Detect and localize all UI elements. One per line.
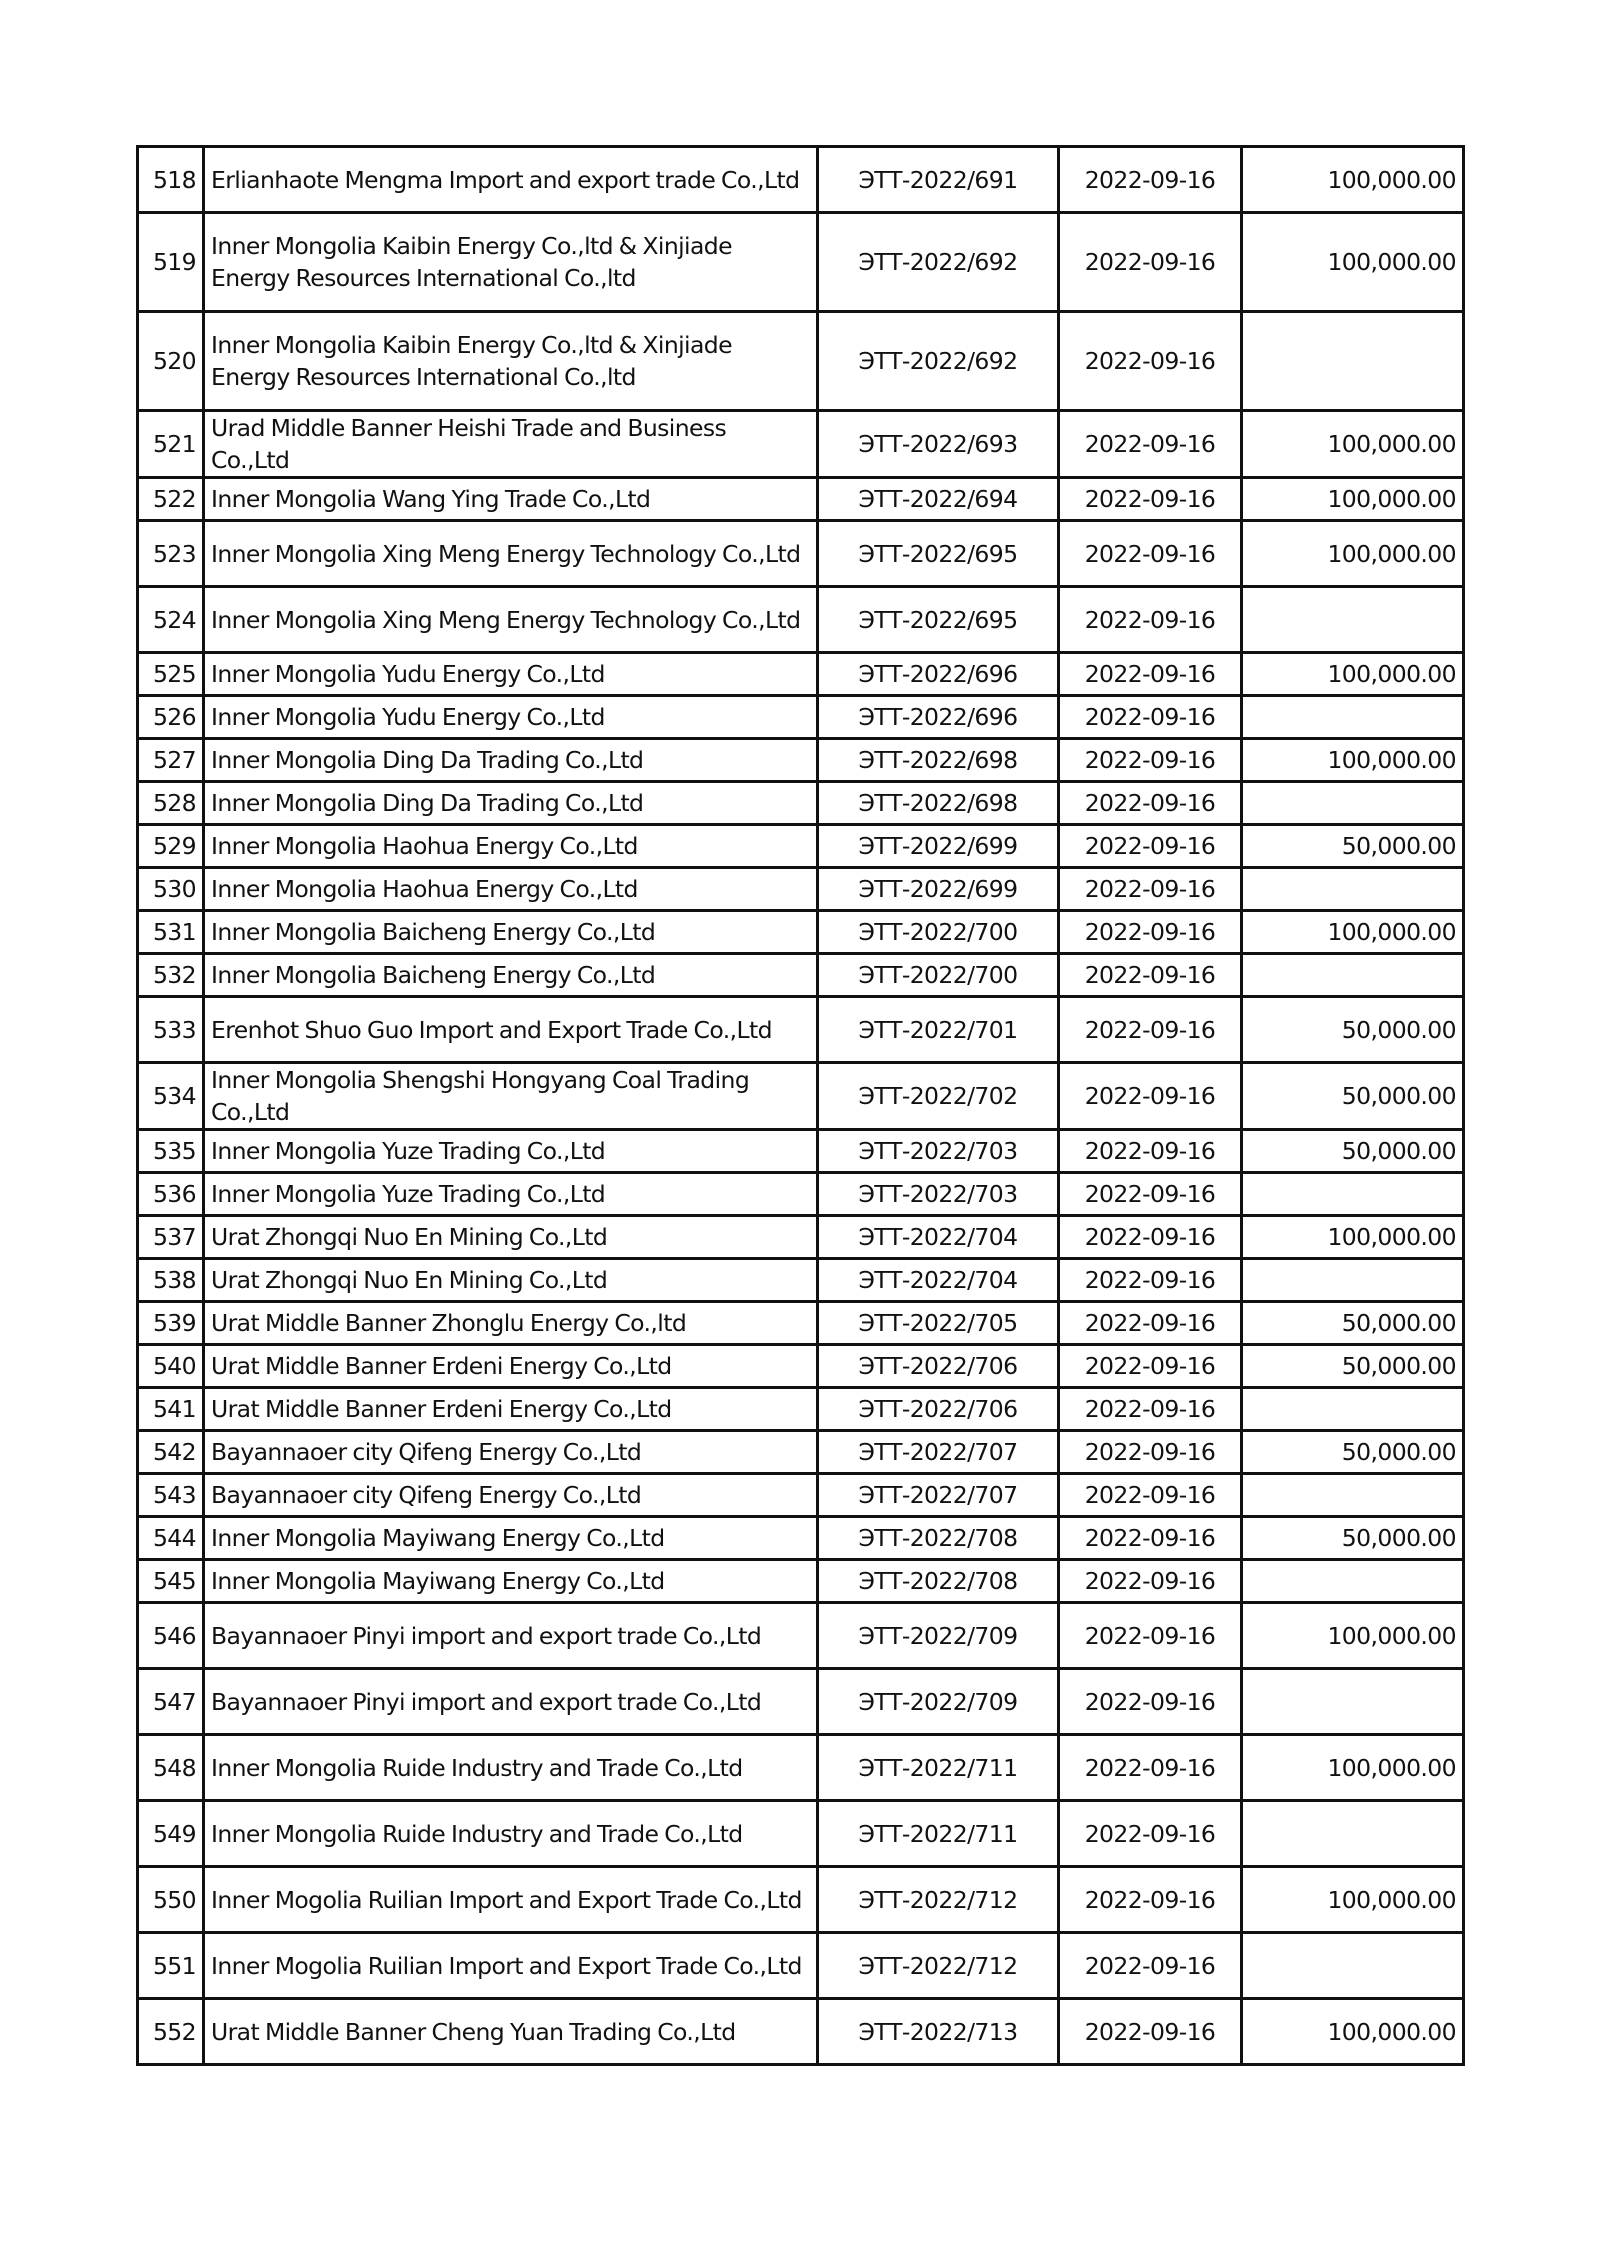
company-name-cell: Inner Mongolia Xing Meng Energy Technology Co.,Ltd (204, 587, 818, 653)
table-row (138, 1345, 1464, 1388)
date-cell: 2022-09-16 (1059, 521, 1242, 587)
amount-cell (1242, 1560, 1464, 1603)
amount-cell (1242, 1259, 1464, 1302)
amount-cell (1242, 782, 1464, 825)
row-number-cell: 538 (138, 1259, 204, 1302)
company-name-cell: Urat Middle Banner Erdeni Energy Co.,Ltd (204, 1388, 818, 1431)
row-number-cell: 524 (138, 587, 204, 653)
amount-cell: 50,000.00 (1242, 1130, 1464, 1173)
date-cell: 2022-09-16 (1059, 1216, 1242, 1259)
company-name-cell: Inner Mongolia Ruide Industry and Trade Co.,Ltd (204, 1735, 818, 1801)
contract-number-cell: ЭТТ-2022/704 (818, 1259, 1059, 1302)
date-cell: 2022-09-16 (1059, 312, 1242, 411)
table-row (138, 411, 1464, 478)
table-row (138, 997, 1464, 1063)
table-row (138, 147, 1464, 213)
amount-cell (1242, 696, 1464, 739)
company-name-cell: Urat Middle Banner Cheng Yuan Trading Co.,Ltd (204, 1999, 818, 2065)
date-cell: 2022-09-16 (1059, 1517, 1242, 1560)
row-number-cell: 519 (138, 213, 204, 312)
contract-number-cell: ЭТТ-2022/699 (818, 868, 1059, 911)
table-row (138, 1999, 1464, 2065)
company-name-cell: Inner Mongolia Yuze Trading Co.,Ltd (204, 1130, 818, 1173)
date-cell: 2022-09-16 (1059, 1388, 1242, 1431)
company-name-cell: Inner Mongolia Xing Meng Energy Technology Co.,Ltd (204, 521, 818, 587)
amount-cell: 50,000.00 (1242, 1302, 1464, 1345)
table-row (138, 1933, 1464, 1999)
table-row (138, 521, 1464, 587)
amount-cell (1242, 1388, 1464, 1431)
contract-number-cell: ЭТТ-2022/701 (818, 997, 1059, 1063)
date-cell: 2022-09-16 (1059, 147, 1242, 213)
contract-number-cell: ЭТТ-2022/712 (818, 1933, 1059, 1999)
date-cell: 2022-09-16 (1059, 868, 1242, 911)
contract-number-cell: ЭТТ-2022/692 (818, 312, 1059, 411)
table-row (138, 478, 1464, 521)
table-row (138, 1867, 1464, 1933)
date-cell: 2022-09-16 (1059, 1173, 1242, 1216)
table-row (138, 739, 1464, 782)
company-name-cell: Erlianhaote Mengma Import and export trade Co.,Ltd (204, 147, 818, 213)
table-row (138, 213, 1464, 312)
company-name-cell: Bayannaoer city Qifeng Energy Co.,Ltd (204, 1474, 818, 1517)
company-name-cell: Inner Mongolia Ding Da Trading Co.,Ltd (204, 739, 818, 782)
company-name-cell: Inner Mongolia Kaibin Energy Co.,ltd & Xinjiade Energy Resources International Co.,ltd (204, 312, 818, 411)
row-number-cell: 543 (138, 1474, 204, 1517)
row-number-cell: 533 (138, 997, 204, 1063)
row-number-cell: 525 (138, 653, 204, 696)
contract-number-cell: ЭТТ-2022/707 (818, 1431, 1059, 1474)
contract-number-cell: ЭТТ-2022/709 (818, 1603, 1059, 1669)
contract-number-cell: ЭТТ-2022/700 (818, 954, 1059, 997)
row-number-cell: 527 (138, 739, 204, 782)
table-row (138, 653, 1464, 696)
table-row (138, 868, 1464, 911)
contract-number-cell: ЭТТ-2022/699 (818, 825, 1059, 868)
amount-cell: 100,000.00 (1242, 1603, 1464, 1669)
amount-cell (1242, 587, 1464, 653)
contract-number-cell: ЭТТ-2022/691 (818, 147, 1059, 213)
company-name-cell: Bayannaoer Pinyi import and export trade Co.,Ltd (204, 1603, 818, 1669)
table-row (138, 782, 1464, 825)
row-number-cell: 547 (138, 1669, 204, 1735)
amount-cell: 50,000.00 (1242, 825, 1464, 868)
row-number-cell: 544 (138, 1517, 204, 1560)
contract-number-cell: ЭТТ-2022/698 (818, 739, 1059, 782)
row-number-cell: 545 (138, 1560, 204, 1603)
row-number-cell: 530 (138, 868, 204, 911)
company-name-cell: Bayannaoer Pinyi import and export trade Co.,Ltd (204, 1669, 818, 1735)
table-row (138, 696, 1464, 739)
date-cell: 2022-09-16 (1059, 1933, 1242, 1999)
amount-cell (1242, 954, 1464, 997)
amount-cell (1242, 1933, 1464, 1999)
row-number-cell: 536 (138, 1173, 204, 1216)
company-name-cell: Urad Middle Banner Heishi Trade and Business Co.,Ltd (204, 411, 818, 478)
amount-cell: 100,000.00 (1242, 478, 1464, 521)
contract-number-cell: ЭТТ-2022/708 (818, 1517, 1059, 1560)
contract-number-cell: ЭТТ-2022/693 (818, 411, 1059, 478)
date-cell: 2022-09-16 (1059, 997, 1242, 1063)
amount-cell: 100,000.00 (1242, 1216, 1464, 1259)
date-cell: 2022-09-16 (1059, 911, 1242, 954)
date-cell: 2022-09-16 (1059, 1130, 1242, 1173)
table-row (138, 1560, 1464, 1603)
table-row (138, 1801, 1464, 1867)
contract-number-cell: ЭТТ-2022/706 (818, 1388, 1059, 1431)
row-number-cell: 520 (138, 312, 204, 411)
row-number-cell: 532 (138, 954, 204, 997)
date-cell: 2022-09-16 (1059, 696, 1242, 739)
company-name-cell: Inner Mongolia Ruide Industry and Trade Co.,Ltd (204, 1801, 818, 1867)
contract-number-cell: ЭТТ-2022/702 (818, 1063, 1059, 1130)
date-cell: 2022-09-16 (1059, 1474, 1242, 1517)
company-name-cell: Inner Mogolia Ruilian Import and Export Trade Co.,Ltd (204, 1933, 818, 1999)
row-number-cell: 550 (138, 1867, 204, 1933)
amount-cell: 100,000.00 (1242, 1867, 1464, 1933)
company-name-cell: Inner Mongolia Yudu Energy Co.,Ltd (204, 696, 818, 739)
table-row (138, 1603, 1464, 1669)
row-number-cell: 518 (138, 147, 204, 213)
amount-cell: 100,000.00 (1242, 411, 1464, 478)
table-row (138, 1302, 1464, 1345)
table-row (138, 1474, 1464, 1517)
contract-number-cell: ЭТТ-2022/709 (818, 1669, 1059, 1735)
contract-number-cell: ЭТТ-2022/713 (818, 1999, 1059, 2065)
amount-cell (1242, 1669, 1464, 1735)
table-row (138, 1259, 1464, 1302)
date-cell: 2022-09-16 (1059, 1345, 1242, 1388)
table-row (138, 1431, 1464, 1474)
contract-number-cell: ЭТТ-2022/703 (818, 1130, 1059, 1173)
row-number-cell: 526 (138, 696, 204, 739)
company-name-cell: Inner Mongolia Baicheng Energy Co.,Ltd (204, 911, 818, 954)
date-cell: 2022-09-16 (1059, 1999, 1242, 2065)
row-number-cell: 535 (138, 1130, 204, 1173)
company-name-cell: Inner Mongolia Yudu Energy Co.,Ltd (204, 653, 818, 696)
row-number-cell: 528 (138, 782, 204, 825)
contract-number-cell: ЭТТ-2022/708 (818, 1560, 1059, 1603)
date-cell: 2022-09-16 (1059, 739, 1242, 782)
contract-number-cell: ЭТТ-2022/712 (818, 1867, 1059, 1933)
row-number-cell: 539 (138, 1302, 204, 1345)
amount-cell: 100,000.00 (1242, 1735, 1464, 1801)
row-number-cell: 548 (138, 1735, 204, 1801)
date-cell: 2022-09-16 (1059, 1259, 1242, 1302)
row-number-cell: 522 (138, 478, 204, 521)
row-number-cell: 541 (138, 1388, 204, 1431)
company-name-cell: Inner Mongolia Ding Da Trading Co.,Ltd (204, 782, 818, 825)
amount-cell (1242, 1173, 1464, 1216)
amount-cell: 50,000.00 (1242, 997, 1464, 1063)
contract-number-cell: ЭТТ-2022/694 (818, 478, 1059, 521)
contract-number-cell: ЭТТ-2022/707 (818, 1474, 1059, 1517)
amount-cell: 100,000.00 (1242, 521, 1464, 587)
table-row (138, 1669, 1464, 1735)
company-name-cell: Urat Middle Banner Zhonglu Energy Co.,ltd (204, 1302, 818, 1345)
row-number-cell: 537 (138, 1216, 204, 1259)
contract-number-cell: ЭТТ-2022/704 (818, 1216, 1059, 1259)
company-name-cell: Inner Mongolia Haohua Energy Co.,Ltd (204, 825, 818, 868)
date-cell: 2022-09-16 (1059, 478, 1242, 521)
company-name-cell: Inner Mongolia Baicheng Energy Co.,Ltd (204, 954, 818, 997)
contract-number-cell: ЭТТ-2022/703 (818, 1173, 1059, 1216)
table-row (138, 954, 1464, 997)
row-number-cell: 552 (138, 1999, 204, 2065)
date-cell: 2022-09-16 (1059, 1560, 1242, 1603)
table-row (138, 911, 1464, 954)
company-name-cell: Urat Middle Banner Erdeni Energy Co.,Ltd (204, 1345, 818, 1388)
row-number-cell: 534 (138, 1063, 204, 1130)
row-number-cell: 546 (138, 1603, 204, 1669)
contract-number-cell: ЭТТ-2022/706 (818, 1345, 1059, 1388)
company-name-cell: Inner Mongolia Haohua Energy Co.,Ltd (204, 868, 818, 911)
amount-cell (1242, 868, 1464, 911)
table-row (138, 1173, 1464, 1216)
company-name-cell: Bayannaoer city Qifeng Energy Co.,Ltd (204, 1431, 818, 1474)
date-cell: 2022-09-16 (1059, 782, 1242, 825)
date-cell: 2022-09-16 (1059, 1603, 1242, 1669)
company-name-cell: Inner Mongolia Mayiwang Energy Co.,Ltd (204, 1560, 818, 1603)
amount-cell: 50,000.00 (1242, 1345, 1464, 1388)
table-row (138, 1130, 1464, 1173)
row-number-cell: 521 (138, 411, 204, 478)
contract-number-cell: ЭТТ-2022/698 (818, 782, 1059, 825)
row-number-cell: 542 (138, 1431, 204, 1474)
amount-cell (1242, 1801, 1464, 1867)
payments-table (136, 145, 1465, 2066)
payments-table-body (138, 147, 1464, 2065)
row-number-cell: 551 (138, 1933, 204, 1999)
company-name-cell: Inner Mongolia Wang Ying Trade Co.,Ltd (204, 478, 818, 521)
date-cell: 2022-09-16 (1059, 1302, 1242, 1345)
contract-number-cell: ЭТТ-2022/696 (818, 696, 1059, 739)
contract-number-cell: ЭТТ-2022/695 (818, 587, 1059, 653)
date-cell: 2022-09-16 (1059, 1431, 1242, 1474)
table-row (138, 825, 1464, 868)
company-name-cell: Urat Zhongqi Nuo En Mining Co.,Ltd (204, 1259, 818, 1302)
amount-cell: 100,000.00 (1242, 653, 1464, 696)
company-name-cell: Inner Mogolia Ruilian Import and Export Trade Co.,Ltd (204, 1867, 818, 1933)
amount-cell (1242, 312, 1464, 411)
table-row (138, 1216, 1464, 1259)
table-row (138, 1735, 1464, 1801)
table-row (138, 1063, 1464, 1130)
amount-cell: 50,000.00 (1242, 1517, 1464, 1560)
amount-cell: 100,000.00 (1242, 213, 1464, 312)
row-number-cell: 531 (138, 911, 204, 954)
amount-cell: 100,000.00 (1242, 739, 1464, 782)
amount-cell: 50,000.00 (1242, 1063, 1464, 1130)
company-name-cell: Urat Zhongqi Nuo En Mining Co.,Ltd (204, 1216, 818, 1259)
contract-number-cell: ЭТТ-2022/711 (818, 1735, 1059, 1801)
company-name-cell: Inner Mongolia Yuze Trading Co.,Ltd (204, 1173, 818, 1216)
contract-number-cell: ЭТТ-2022/700 (818, 911, 1059, 954)
amount-cell: 100,000.00 (1242, 911, 1464, 954)
row-number-cell: 549 (138, 1801, 204, 1867)
row-number-cell: 523 (138, 521, 204, 587)
amount-cell (1242, 1474, 1464, 1517)
date-cell: 2022-09-16 (1059, 1735, 1242, 1801)
date-cell: 2022-09-16 (1059, 587, 1242, 653)
company-name-cell: Erenhot Shuo Guo Import and Export Trade Co.,Ltd (204, 997, 818, 1063)
company-name-cell: Inner Mongolia Mayiwang Energy Co.,Ltd (204, 1517, 818, 1560)
contract-number-cell: ЭТТ-2022/696 (818, 653, 1059, 696)
date-cell: 2022-09-16 (1059, 411, 1242, 478)
row-number-cell: 540 (138, 1345, 204, 1388)
amount-cell: 100,000.00 (1242, 1999, 1464, 2065)
row-number-cell: 529 (138, 825, 204, 868)
contract-number-cell: ЭТТ-2022/692 (818, 213, 1059, 312)
date-cell: 2022-09-16 (1059, 1801, 1242, 1867)
table-row (138, 312, 1464, 411)
table-row (138, 587, 1464, 653)
contract-number-cell: ЭТТ-2022/711 (818, 1801, 1059, 1867)
amount-cell: 100,000.00 (1242, 147, 1464, 213)
company-name-cell: Inner Mongolia Shengshi Hongyang Coal Trading Co.,Ltd (204, 1063, 818, 1130)
amount-cell: 50,000.00 (1242, 1431, 1464, 1474)
contract-number-cell: ЭТТ-2022/705 (818, 1302, 1059, 1345)
date-cell: 2022-09-16 (1059, 825, 1242, 868)
date-cell: 2022-09-16 (1059, 954, 1242, 997)
table-row (138, 1517, 1464, 1560)
table-row (138, 1388, 1464, 1431)
contract-number-cell: ЭТТ-2022/695 (818, 521, 1059, 587)
date-cell: 2022-09-16 (1059, 1669, 1242, 1735)
date-cell: 2022-09-16 (1059, 653, 1242, 696)
date-cell: 2022-09-16 (1059, 213, 1242, 312)
date-cell: 2022-09-16 (1059, 1063, 1242, 1130)
company-name-cell: Inner Mongolia Kaibin Energy Co.,ltd & Xinjiade Energy Resources International Co.,ltd (204, 213, 818, 312)
date-cell: 2022-09-16 (1059, 1867, 1242, 1933)
